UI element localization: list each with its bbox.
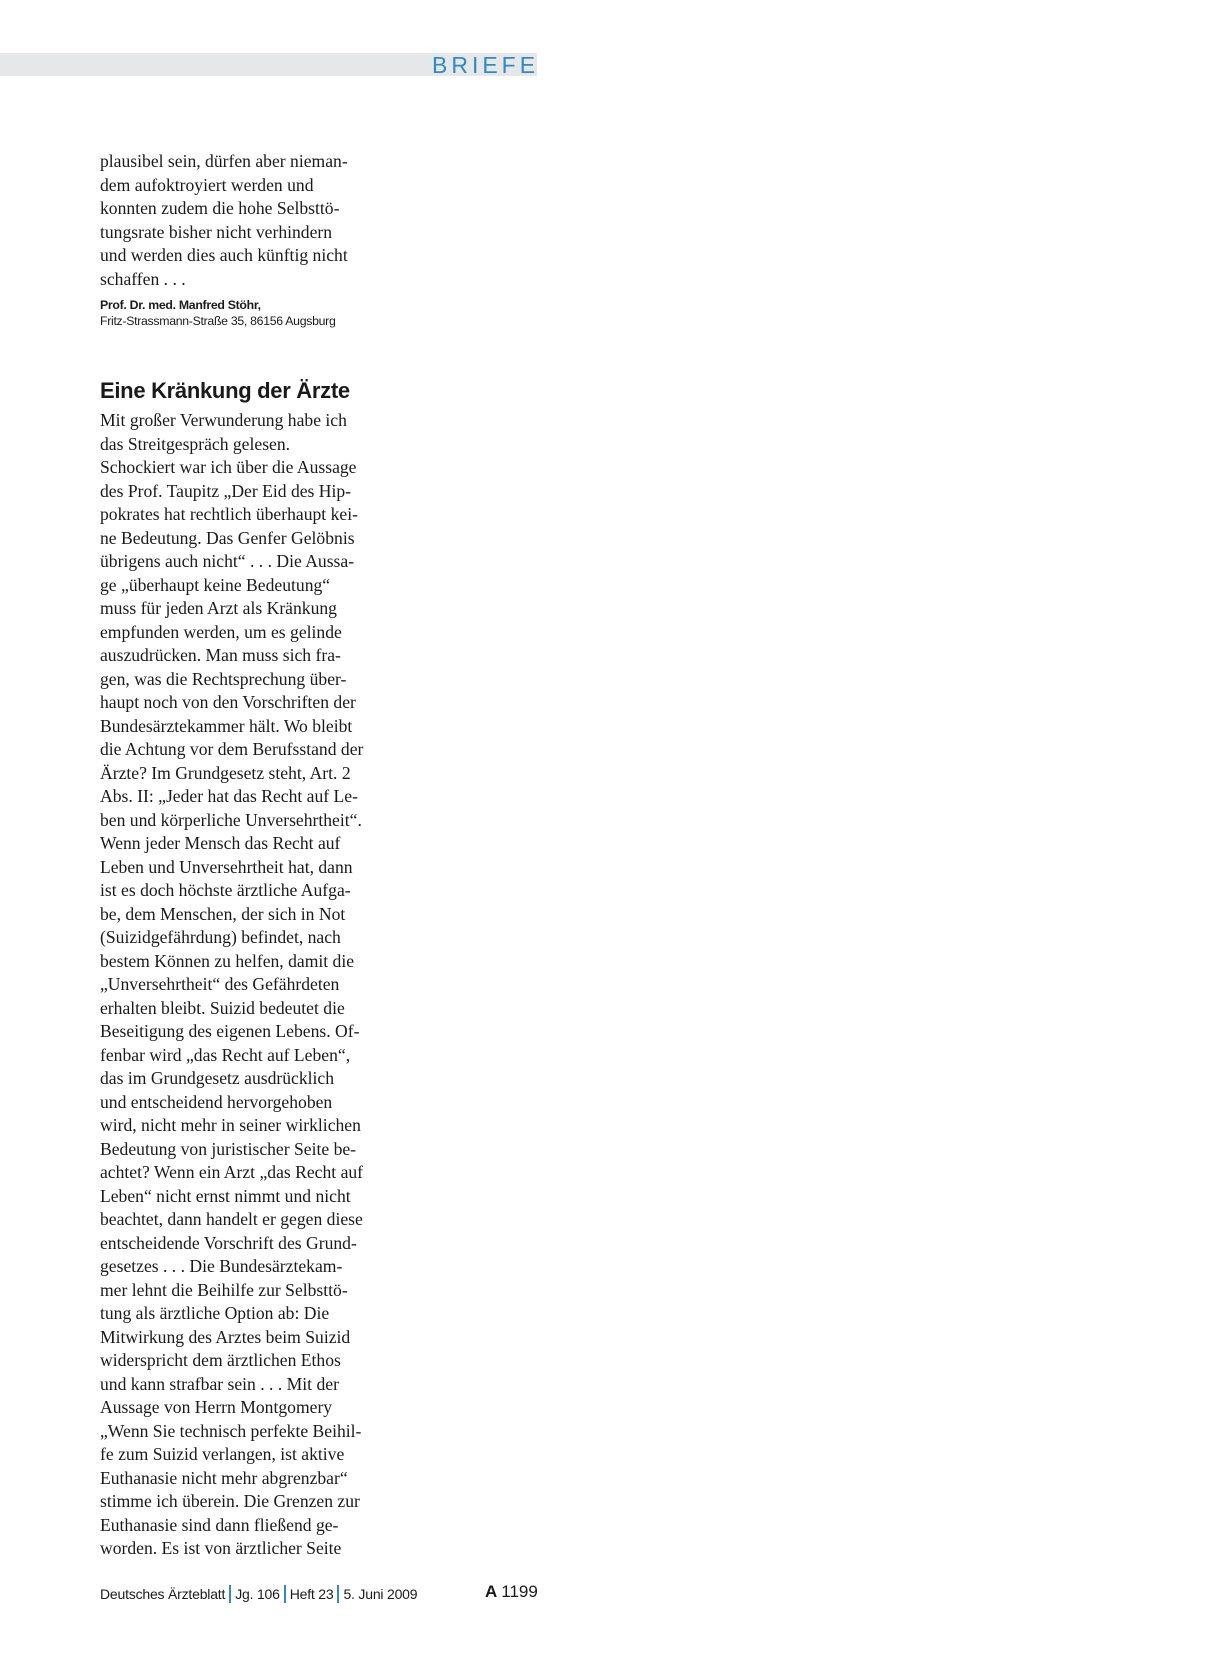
text-line: Schockiert war ich über die Aussage — [100, 457, 357, 477]
text-line: stimme ich überein. Die Grenzen zur — [100, 1491, 360, 1511]
author-address: Fritz-Strassmann-Straße 35, 86156 Augsburg — [100, 314, 336, 328]
text-line: Leben und Unversehrtheit hat, dann — [100, 856, 353, 877]
footer-separator — [337, 1585, 339, 1603]
text-line: mer lehnt die Beihilfe zur Selbsttö- — [100, 1279, 348, 1300]
text-line: übrigens auch nicht“ . . . Die Aussa- — [100, 551, 355, 571]
text-line: ben und körperliche Unversehrtheit“. — [100, 809, 362, 830]
letter-signature — [100, 297, 390, 329]
footer-separator — [284, 1585, 286, 1603]
text-line: fe zum Suizid verlangen, ist aktive — [100, 1444, 345, 1464]
letter-heading: Eine Kränkung der Ärzte — [100, 378, 350, 403]
text-line: beachtet, dann handelt er gegen diese — [100, 1209, 363, 1229]
letter-body — [100, 150, 390, 291]
letter-continuation — [100, 150, 390, 329]
text-line: auszudrücken. Man muss sich fra- — [100, 645, 341, 665]
text-line: die Achtung vor dem Berufsstand der — [100, 739, 364, 759]
text-line: fenbar wird „das Recht auf Leben“, — [100, 1044, 351, 1065]
text-line: empfunden werden, um es gelinde — [100, 621, 342, 642]
text-line: bestem Können zu helfen, damit die — [100, 950, 355, 971]
text-line: und werden dies auch künftig nicht — [100, 245, 348, 265]
footer-separator — [229, 1585, 231, 1603]
text-line: plausibel sein, dürfen aber nieman- — [100, 151, 348, 171]
text-line: tung als ärztliche Option ab: Die — [100, 1303, 330, 1323]
text-line: und kann strafbar sein . . . Mit der — [100, 1373, 339, 1394]
text-line: Bedeutung von juristischer Seite be- — [100, 1138, 357, 1159]
text-line: muss für jeden Arzt als Kränkung — [100, 598, 337, 618]
journal-issue: Heft 23 — [289, 1586, 334, 1602]
text-line: das im Grundgesetz ausdrücklich — [100, 1068, 335, 1088]
text-line: ge „überhaupt keine Bedeutung“ — [100, 574, 331, 595]
text-line: tungsrate bisher nicht verhindern — [100, 221, 333, 242]
text-line: pokrates hat rechtlich überhaupt kei- — [100, 504, 358, 524]
text-line: achtet? Wenn ein Arzt „das Recht auf — [100, 1162, 364, 1182]
text-line: gesetzes . . . Die Bundesärztekam- — [100, 1256, 343, 1276]
page-footer — [100, 1585, 417, 1603]
journal-date: 5. Juni 2009 — [343, 1586, 418, 1602]
text-line: Euthanasie nicht mehr abgrenzbar“ — [100, 1467, 348, 1488]
text-line: ist es doch höchste ärztliche Aufga- — [100, 880, 351, 900]
text-line: und entscheidend hervorgehoben — [100, 1091, 333, 1112]
text-line: widerspricht dem ärztlichen Ethos — [100, 1350, 341, 1370]
text-line: erhalten bleibt. Suizid bedeutet die — [100, 997, 345, 1018]
text-line: wird, nicht mehr in seiner wirklichen — [100, 1115, 361, 1135]
text-line: schaffen . . . — [100, 268, 186, 289]
journal-volume: Jg. 106 — [235, 1586, 280, 1602]
letter-body — [100, 409, 400, 1561]
text-line: „Wenn Sie technisch perfekte Beihil- — [100, 1420, 362, 1441]
text-line: Abs. II: „Jeder hat das Recht auf Le- — [100, 786, 358, 806]
text-line: worden. Es ist von ärztlicher Seite — [100, 1538, 342, 1558]
text-line: haupt noch von den Vorschriften der — [100, 692, 356, 712]
text-line: das Streitgespräch gelesen. — [100, 433, 291, 454]
text-line: Euthanasie sind dann fließend ge- — [100, 1514, 339, 1535]
text-line: „Unversehrtheit“ des Gefährdeten — [100, 974, 340, 994]
text-line: Beseitigung des eigenen Lebens. Of- — [100, 1021, 360, 1041]
text-line: Ärzte? Im Grundgesetz steht, Art. 2 — [100, 762, 351, 783]
page-number — [485, 1582, 538, 1602]
text-line: Mitwirkung des Arztes beim Suizid — [100, 1326, 351, 1347]
author-name: Prof. Dr. med. Manfred Stöhr, — [100, 298, 261, 312]
section-title: BRIEFE — [432, 52, 540, 78]
text-line: dem aufoktroyiert werden und — [100, 174, 314, 195]
text-line: konnten zudem die hohe Selbsttö- — [100, 198, 340, 218]
page-prefix: A — [485, 1582, 498, 1601]
text-line: Aussage von Herrn Montgomery — [100, 1397, 333, 1417]
text-line: Leben“ nicht ernst nimmt und nicht — [100, 1185, 351, 1206]
text-line: be, dem Menschen, der sich in Not — [100, 903, 346, 924]
text-line: des Prof. Taupitz „Der Eid des Hip- — [100, 480, 352, 501]
text-line: entscheidende Vorschrift des Grund- — [100, 1232, 357, 1253]
text-line: (Suizidgefährdung) befindet, nach — [100, 927, 341, 947]
letter-article — [100, 409, 400, 1561]
page-number-value: 1199 — [501, 1582, 538, 1601]
text-line: Bundesärztekammer hält. Wo bleibt — [100, 715, 353, 736]
text-line: gen, was die Rechtsprechung über- — [100, 668, 347, 689]
journal-name: Deutsches Ärzteblatt — [100, 1586, 226, 1602]
text-line: ne Bedeutung. Das Genfer Gelöbnis — [100, 527, 355, 548]
text-line: Mit großer Verwunderung habe ich — [100, 410, 347, 430]
text-line: Wenn jeder Mensch das Recht auf — [100, 833, 341, 853]
